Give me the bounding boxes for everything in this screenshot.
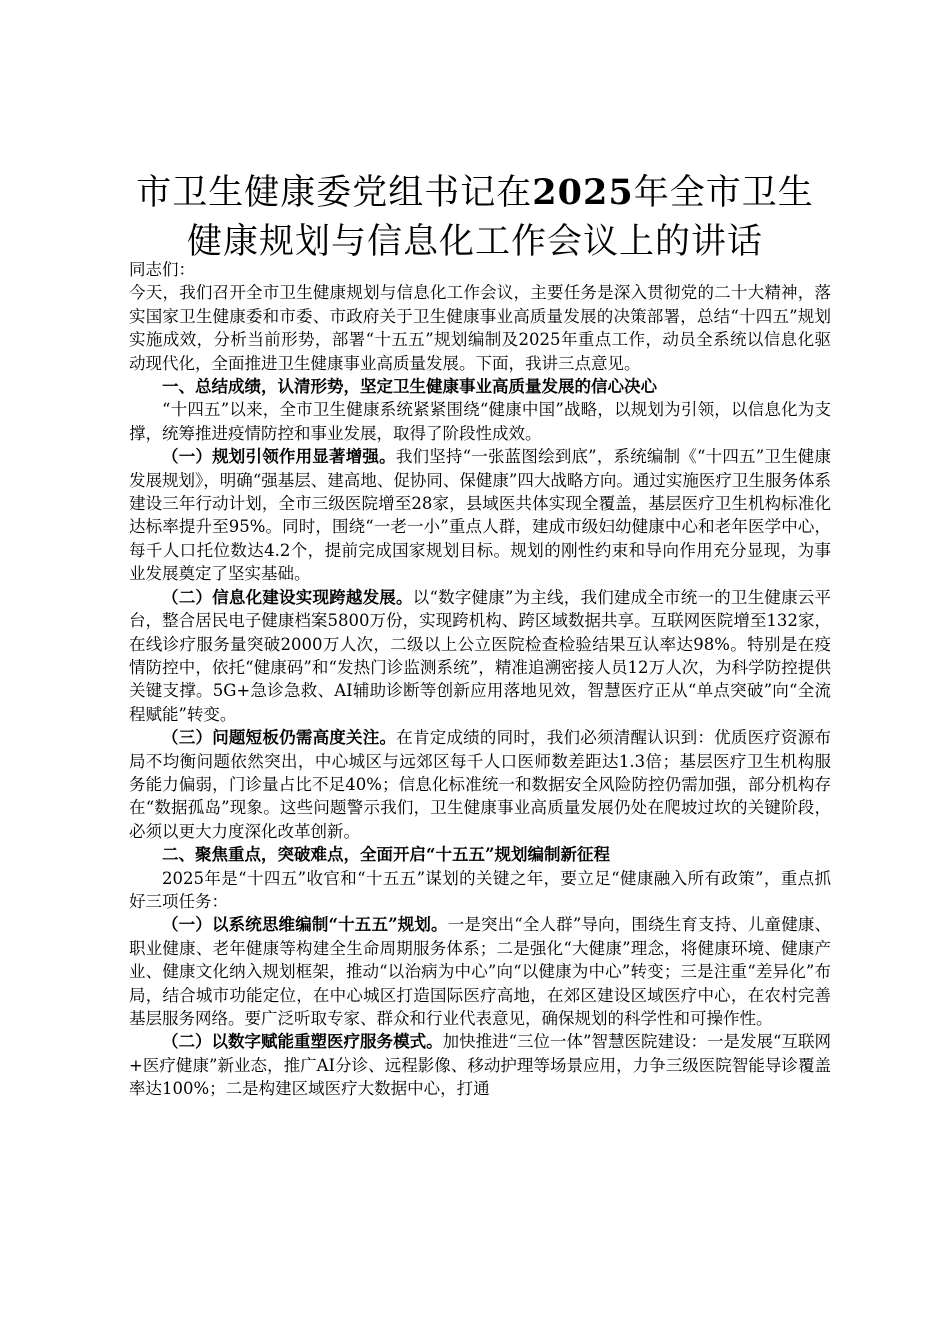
document-title bbox=[120, 168, 830, 267]
item-lead: （一）以系统思维编制“十五五”规划。 bbox=[162, 915, 448, 935]
section-1-intro: “十四五”以来，全市卫生健康系统紧紧围绕“健康中国”战略，以规划为引领，以信息化为支撑，统筹推进疫情防控和事业发展，取得了阶段性成效。 bbox=[129, 400, 831, 443]
section-1-item-1 bbox=[129, 445, 831, 585]
intro-paragraph: 今天，我们召开全市卫生健康规划与信息化工作会议，主要任务是深入贯彻党的二十大精神，落实国家卫生健康委和市委、市政府关于卫生健康事业高质量发展的决策部署，总结“十四五”规划实施成效，分析当前形势，部署“十五五”规划编制及2025年重点工作，动员全系统以信息化驱动现代化，全面推进卫生健康事业高质量发展。下面，我讲三点意见。 bbox=[129, 283, 831, 373]
item-lead: （三）问题短板仍需高度关注。 bbox=[162, 728, 397, 748]
greeting: 同志们： bbox=[129, 260, 195, 279]
item-text: 加快推进“三位一体”智慧医院建设：一是发展“互联网+医疗健康”新业态，推广AI分诊、远程影像、移动护理等场景应用，力争三级医院智能导诊覆盖率达100%；二是构建区域医疗大数据中心，打通 bbox=[129, 1032, 831, 1099]
title-year: 2025 bbox=[532, 172, 634, 213]
title-part-2: 年全市卫生健康规划与信息化工作会议上的讲话 bbox=[186, 173, 814, 262]
title-part-1: 市卫生健康委党组书记在 bbox=[136, 173, 533, 213]
section-1-item-3 bbox=[129, 726, 831, 843]
section-1-heading: 一、总结成绩，认清形势，坚定卫生健康事业高质量发展的信心决心 bbox=[162, 377, 657, 397]
document-body bbox=[129, 258, 831, 1101]
section-1-item-2 bbox=[129, 586, 831, 726]
section-2-intro: 2025年是“十四五”收官和“十五五”谋划的关键之年，要立足“健康融入所有政策”，重点抓好三项任务： bbox=[129, 868, 831, 911]
section-2-item-1 bbox=[129, 913, 831, 1030]
item-lead: （二）信息化建设实现跨越发展。 bbox=[162, 587, 413, 607]
section-2-heading: 二、聚焦重点，突破难点，全面开启“十五五”规划编制新征程 bbox=[162, 845, 610, 865]
item-lead: （一）规划引领作用显著增强。 bbox=[162, 447, 396, 467]
item-text: 在肯定成绩的同时，我们必须清醒认识到：优质医疗资源布局不均衡问题依然突出，中心城区与远郊区每千人口医师数差距达1.3倍；基层医疗卫生机构服务能力偏弱，门诊量占比不足40%；信息化标准统一和数据安全风险防控仍需加强，部分机构存在“数据孤岛”现象。这些问题警示我们，卫生健康事业高质量发展仍处在爬坡过坎的关键阶段，必须以更大力度深化改革创新。 bbox=[129, 728, 832, 841]
item-text: 我们坚持“一张蓝图绘到底”，系统编制《“十四五”卫生健康发展规划》，明确“强基层、建高地、促协同、保健康”四大战略方向。通过实施医疗卫生服务体系建设三年行动计划，全市三级医院增至28家，县域医共体实现全覆盖，基层医疗卫生机构标准化达标率提升至95%。同时，围绕“一老一小”重点人群，建成市级妇幼健康中心和老年医学中心，每千人口托位数达4.2个，提前完成国家规划目标。规划的刚性约束和导向作用充分显现，为事业发展奠定了坚实基础。 bbox=[129, 447, 832, 584]
item-text: 以“数字健康”为主线，我们建成全市统一的卫生健康云平台，整合居民电子健康档案5800万份，实现跨机构、跨区域数据共享。互联网医院增至132家，在线诊疗服务量突破2000万人次，二级以上公立医院检查检验结果互认率达98%。特别是在疫情防控中，依托“健康码”和“发热门诊监测系统”，精准追溯密接人员12万人次，为科学防控提供关键支撑。5G+急诊急救、AI辅助诊断等创新应用落地见效，智慧医疗正从“单点突破”向“全流程赋能”转变。 bbox=[129, 587, 831, 724]
item-lead: （二）以数字赋能重塑医疗服务模式。 bbox=[162, 1032, 443, 1052]
item-text: 一是突出“全人群”导向，围绕生育支持、儿童健康、职业健康、老年健康等构建全生命周期服务体系；二是强化“大健康”理念，将健康环境、健康产业、健康文化纳入规划框架，推动“以治病为中心”向“以健康为中心”转变；三是注重“差异化”布局，结合城市功能定位，在中心城区打造国际医疗高地，在郊区建设区域医疗中心，在农村完善基层服务网络。要广泛听取专家、群众和行业代表意见，确保规划的科学性和可操作性。 bbox=[129, 915, 832, 1028]
section-2-item-2 bbox=[129, 1030, 831, 1100]
